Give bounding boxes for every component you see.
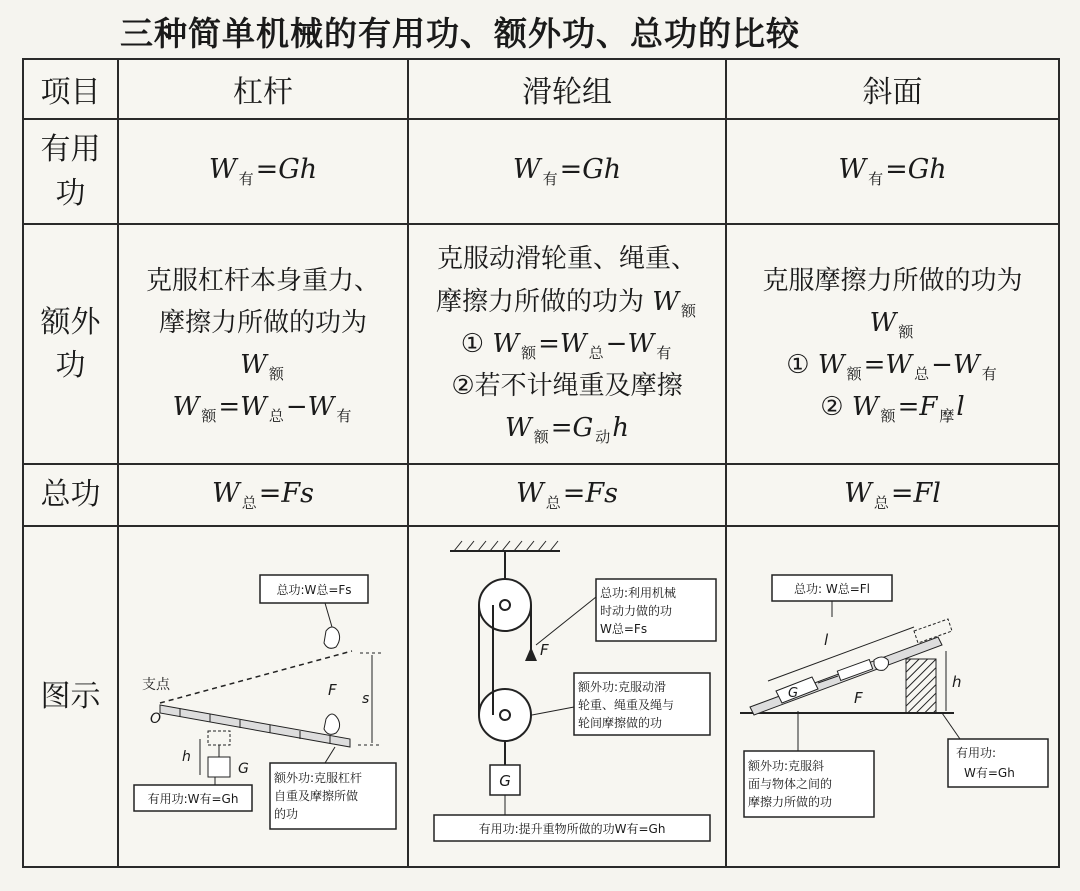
total-work-row bbox=[23, 464, 1059, 526]
incline-total-text: 总功: W总=Fl bbox=[793, 582, 871, 596]
pulley-useful-text: 有用功:提升重物所做的功W有=Gh bbox=[478, 822, 666, 836]
lever-useful-formula: W $_有$=Gh bbox=[118, 119, 408, 224]
figure-label: 图示 bbox=[23, 526, 118, 867]
pulley-total-text-2: 时动力做的功 bbox=[600, 604, 673, 618]
weight-raised bbox=[208, 731, 230, 745]
incline-support bbox=[906, 659, 936, 713]
pulley-total-text-1: 总功:利用机械 bbox=[600, 586, 677, 600]
page-title: 三种简单机械的有用功、额外功、总功的比较 bbox=[120, 14, 800, 53]
total-work-label: 总功 bbox=[23, 464, 118, 526]
pulley-diagram bbox=[410, 527, 724, 862]
header-item: 项目 bbox=[23, 59, 118, 119]
lever-total-formula: W $_总$=Fs bbox=[118, 464, 408, 526]
lever-s-label: s bbox=[362, 691, 370, 707]
lever-extra-text-2: 自重及摩擦所做 bbox=[274, 789, 359, 803]
lever-extra-text-3: 的功 bbox=[274, 807, 299, 821]
pulley-useful-formula: W $_有$=Gh bbox=[408, 119, 726, 224]
hand-upper-icon bbox=[324, 627, 340, 648]
lever-total-pointer bbox=[325, 603, 332, 627]
incline-useful-text-2: W有=Gh bbox=[964, 766, 1015, 780]
hand-icon bbox=[874, 657, 889, 670]
incline-total-formula: W $_总$=Fl bbox=[726, 464, 1059, 526]
force-arrow bbox=[525, 647, 537, 661]
lever-force-label: F bbox=[328, 681, 337, 699]
lever-raised-position bbox=[160, 651, 352, 703]
incline-useful-text-1: 有用功: bbox=[956, 746, 997, 760]
incline-extra-text-2: 面与物体之间的 bbox=[748, 777, 833, 791]
lever-diagram bbox=[120, 527, 406, 862]
incline-extra-text-1: 额外功:克服斜 bbox=[748, 759, 825, 773]
incline-weight-label: G bbox=[788, 686, 799, 701]
lever-figure bbox=[118, 526, 408, 867]
lever-extra-work: 克服杠杆本身重力、 摩擦力所做的功为 W $_额$ W $_额$=W $_总$−W $_有$ bbox=[118, 224, 408, 464]
pulley-extra-text-2: 轮重、绳重及绳与 bbox=[578, 698, 675, 712]
lever-total-text: 总功:W总=Fs bbox=[276, 583, 352, 597]
lever-extra-text-1: 额外功:克服杠杆 bbox=[274, 771, 363, 785]
incline-l-label: l bbox=[824, 631, 829, 649]
figure-row bbox=[23, 526, 1059, 867]
useful-work-label: 有用 功 bbox=[23, 119, 118, 224]
extra-work-label: 额外 功 bbox=[23, 224, 118, 464]
incline-diagram bbox=[728, 527, 1057, 862]
incline-extra-text-3: 摩擦力所做的功 bbox=[748, 795, 833, 809]
weight-block bbox=[208, 757, 230, 777]
lever-useful-text: 有用功:W有=Gh bbox=[147, 792, 239, 806]
hand-lower-icon bbox=[324, 714, 340, 734]
pulley-total-formula: W $_总$=Fs bbox=[408, 464, 726, 526]
pivot-o-label: O bbox=[150, 711, 162, 727]
incline-force-label: F bbox=[854, 689, 863, 707]
incline-useful-formula: W $_有$=Gh bbox=[726, 119, 1059, 224]
pulley-force-label: F bbox=[540, 641, 549, 659]
pulley-extra-text-1: 额外功:克服动滑 bbox=[578, 680, 667, 694]
lever-bar bbox=[160, 705, 350, 747]
comparison-table bbox=[22, 58, 1060, 868]
header-incline: 斜面 bbox=[726, 59, 1059, 119]
extra-work-row bbox=[23, 224, 1059, 464]
pulley-total-text-3: W总=Fs bbox=[600, 622, 648, 636]
header-pulley: 滑轮组 bbox=[408, 59, 726, 119]
lever-h-label: h bbox=[182, 749, 191, 765]
lever-weight-label: G bbox=[238, 761, 249, 777]
pulley-extra-text-3: 轮间摩擦做的功 bbox=[578, 716, 663, 730]
header-row bbox=[23, 59, 1059, 119]
pulley-extra-work: 克服动滑轮重、绳重、 摩擦力所做的功为 W $_额$ ① W $_额$=W $_总$−W $_有$ ②若不计绳重及摩擦 W $_额$=G $_动$h bbox=[408, 224, 726, 464]
incline-h-label: h bbox=[952, 673, 962, 691]
incline-extra-work: 克服摩擦力所做的功为 W $_额$ ① W $_额$=W $_总$−W $_有$ ② W $_额$=F $_摩$l bbox=[726, 224, 1059, 464]
incline-figure bbox=[726, 526, 1059, 867]
header-lever: 杠杆 bbox=[118, 59, 408, 119]
pulley-weight-label: G bbox=[499, 772, 511, 790]
pulley-figure bbox=[408, 526, 726, 867]
pivot-label: 支点 bbox=[142, 677, 170, 693]
useful-work-row bbox=[23, 119, 1059, 224]
